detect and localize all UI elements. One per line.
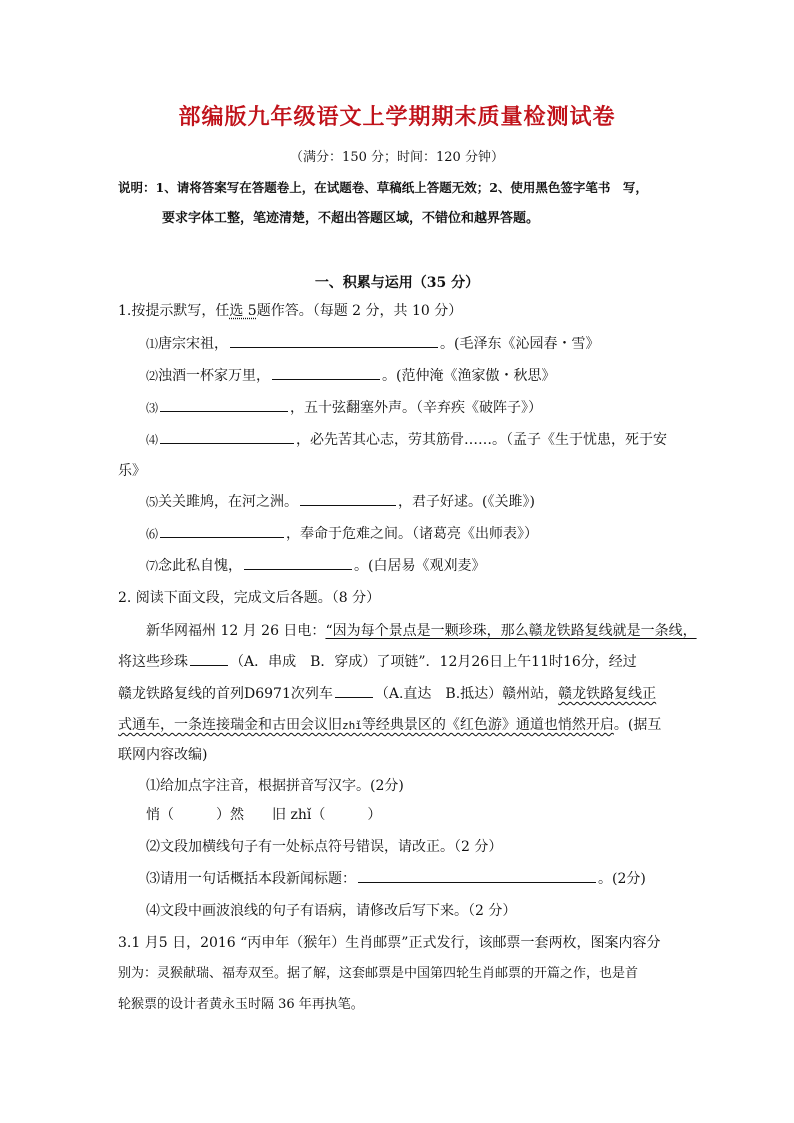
answer-blank[interactable] bbox=[244, 555, 352, 570]
q3-line-2: 别为：灵猴献瑞、福寿双至。据了解，这套邮票是中国第四轮生肖邮票的开篇之作，也是首 bbox=[118, 966, 639, 981]
item-text-after: 。(白居易《观刈麦》 bbox=[354, 558, 486, 574]
q1-item-7 bbox=[146, 555, 485, 575]
item-number: ⑸ bbox=[146, 495, 159, 509]
item-text-before: 唐宗宋祖， bbox=[158, 336, 229, 352]
q1-stem-part-a: 1.按提示默写，任 bbox=[118, 303, 230, 319]
wavy-sentence: 等经典景区的《红色游》通道也悄然开启 bbox=[361, 717, 614, 733]
q1-item-1 bbox=[146, 333, 599, 353]
answer-blank[interactable] bbox=[272, 365, 380, 380]
pinyin-zhi: zhǐ bbox=[342, 719, 362, 732]
q3-line-1: 3.1 月5 日，2016 “丙申年（猴年）生肖邮票”正式发行，该邮票一套两枚，图案内容分 bbox=[118, 935, 661, 951]
instructions-line-1: 说明：1、请将答案写在答题卷上，在试题卷、草稿纸上答题无效；2、使用黑色签字笔书 写， bbox=[118, 180, 648, 195]
q1-stem-emphasis: 选 5 bbox=[229, 303, 257, 319]
q1-item-4 bbox=[146, 429, 667, 449]
item-number: ⑺ bbox=[146, 559, 159, 573]
item-number: ⑴ bbox=[146, 337, 159, 351]
q1-item-2 bbox=[146, 365, 555, 385]
q2-passage-line-5: 联网内容改编) bbox=[118, 747, 208, 763]
instructions-line-2: 要求字体工整，笔迹清楚，不超出答题区域，不错位和越界答题。 bbox=[162, 211, 540, 226]
passage-text: 将这些珍珠 bbox=[118, 654, 188, 670]
score-time-info: （满分：150 分；时间：120 分钟） bbox=[290, 150, 504, 165]
item-text-after: ，奉命于危难之间。（诸葛亮《出师表》） bbox=[286, 526, 539, 542]
q2-passage-line-1 bbox=[146, 620, 697, 640]
subquestion-text: 。(2分) bbox=[598, 871, 646, 887]
item-text-after: ，君子好逑。(《关雎》) bbox=[398, 494, 535, 510]
q2-passage-line-3 bbox=[118, 683, 656, 703]
underlined-sentence: “因为每个景点是一颗珍珠，那么赣龙铁路复线就是一条线， bbox=[325, 623, 697, 639]
q1-item-3 bbox=[146, 397, 542, 417]
subquestion-text: ⑶请用一句话概括本段新闻标题： bbox=[146, 871, 356, 887]
q2-passage-line-4 bbox=[118, 714, 661, 734]
q1-item-6 bbox=[146, 523, 538, 543]
passage-text: 新华网福州 12 月 26 日电： bbox=[146, 623, 326, 639]
q1-stem-part-b: 题作答。（每题 2 分，共 10 分） bbox=[256, 303, 463, 319]
item-number: ⑷ bbox=[146, 433, 159, 447]
answer-blank[interactable] bbox=[160, 523, 284, 538]
passage-text: 赣龙铁路复线的首列D6971次列车 bbox=[118, 686, 333, 702]
item-text-after: 。(毛泽东《沁园春・雪》 bbox=[440, 336, 600, 352]
item-text-after: ，必先苦其心志，劳其筋骨……。（孟子《生于忧患，死于安 bbox=[296, 432, 668, 448]
q1-item-4-continued: 乐》 bbox=[118, 463, 146, 479]
wavy-sentence: 式通车，一条连接瑞金和古田会议旧 bbox=[118, 717, 342, 733]
passage-text: （A．串成 B．穿成）了项链”．12月26日上午11时16分，经过 bbox=[230, 654, 637, 670]
q2-subquestion-4: ⑷文段中画波浪线的句子有语病，请修改后写下来。（2 分） bbox=[146, 903, 517, 919]
answer-blank[interactable] bbox=[160, 397, 288, 412]
answer-blank[interactable] bbox=[335, 683, 373, 698]
answer-blank[interactable] bbox=[358, 868, 596, 883]
q2-stem: 2. 阅读下面文段，完成文后各题。（8 分） bbox=[118, 590, 381, 606]
passage-text: （A.直达 B.抵达）赣州站， bbox=[374, 686, 559, 702]
item-text-before: 关关雎鸠，在河之洲。 bbox=[158, 494, 299, 510]
answer-blank[interactable] bbox=[300, 491, 396, 506]
item-text-after: ，五十弦翻塞外声。（辛弃疾《破阵子》） bbox=[290, 400, 543, 416]
page-title: 部编版九年级语文上学期期末质量检测试卷 bbox=[178, 104, 616, 130]
passage-text: 。(据互 bbox=[613, 717, 662, 733]
q3-line-3: 轮猴票的设计者黄永玉时隔 36 年再执笔。 bbox=[118, 997, 364, 1012]
item-text-after: 。(范仲淹《渔家傲・秋思》 bbox=[382, 368, 556, 384]
answer-blank[interactable] bbox=[230, 333, 438, 348]
item-text-before: 浊酒一杯家万里， bbox=[158, 368, 271, 384]
q2-passage-line-2 bbox=[118, 651, 637, 671]
q2-subquestion-1-answer-line: 悄（ ）然 旧 zhǐ（ ） bbox=[146, 807, 382, 823]
section-title-accumulation: 一、积累与运用（35 分） bbox=[314, 275, 480, 291]
q2-subquestion-2: ⑵文段加横线句子有一处标点符号错误，请改正。（2 分） bbox=[146, 839, 503, 855]
q1-item-5 bbox=[146, 491, 535, 511]
q2-subquestion-3 bbox=[146, 868, 646, 888]
item-number: ⑶ bbox=[146, 401, 159, 415]
q2-subquestion-1: ⑴给加点字注音，根据拼音写汉字。(2分) bbox=[146, 778, 404, 794]
answer-blank[interactable] bbox=[190, 651, 228, 666]
wavy-sentence: 赣龙铁路复线正 bbox=[558, 686, 657, 702]
item-number: ⑹ bbox=[146, 527, 159, 541]
item-text-before: 念此私自愧， bbox=[158, 558, 243, 574]
q1-stem bbox=[118, 300, 462, 320]
answer-blank[interactable] bbox=[160, 429, 294, 444]
item-number: ⑵ bbox=[146, 369, 159, 383]
